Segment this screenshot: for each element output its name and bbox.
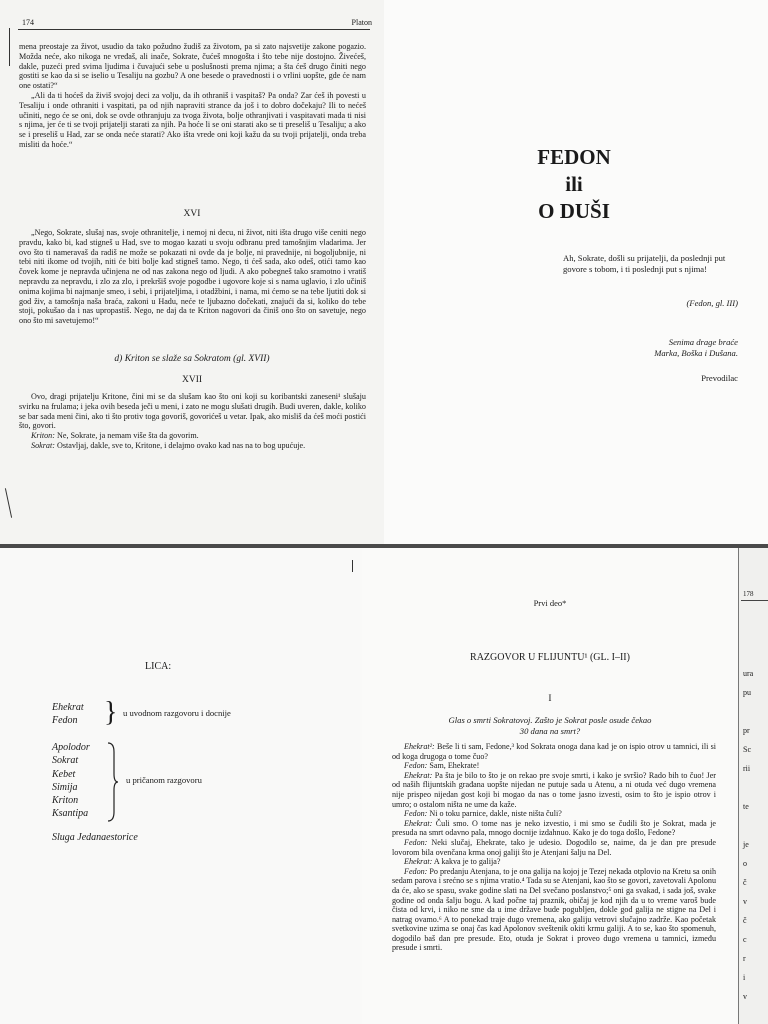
- paragraph: mena preostaje za život, usudio da tako požudno žudiš za životom, pa si zato najsvetije zakone pogazio. Možda neće, ako nikoga ne vređaš, ali inače, Sokrate, čućeš mnogošta i što tebe nije dostojno. Živećeš, dakle, puzeći pred svima ljudima i čuvajući sebe u poslušnosti prema njima; a šta ćeš drugo činiti nego gostiti se kao da si se iselio u Tesaliju na gozbu? A one besede o pravednosti i o vrlini uopšte, gde će nam one ostati?“: [19, 42, 366, 91]
- brace-icon: }: [104, 697, 118, 728]
- dialogue-line: [19, 441, 366, 451]
- subtitle-line: Glas o smrti Sokratovoj. Zašto je Sokrat posle osude čekao: [448, 715, 652, 725]
- speech: Neki slučaj, Ehekrate, tako je udesio. Dogodilo se, naime, da je dan pre presude lovorom bila ovenčana krma onoj galiji što je Atenjani šalju na Del.: [392, 837, 717, 857]
- fragment: o: [743, 859, 747, 868]
- margin-mark: [9, 28, 10, 66]
- speaker-label: Ehekrat²:: [404, 742, 435, 751]
- speaker-label: Ehekrat:: [404, 770, 433, 780]
- fragment: ura: [743, 669, 754, 678]
- part-heading: Prvi deo*: [533, 598, 567, 608]
- title-line: O DUŠI: [538, 199, 610, 223]
- fragment: v: [743, 897, 747, 906]
- fragment: i: [743, 973, 746, 982]
- page-number: 174: [22, 18, 34, 27]
- fragment: te: [743, 802, 749, 811]
- speech: A kakva je to galija?: [433, 857, 501, 867]
- fragment: č: [743, 878, 747, 887]
- dialogue-line: [19, 431, 366, 441]
- epigraph-source: (Fedon, gl. III): [686, 298, 738, 308]
- page-174: [0, 0, 384, 544]
- subtitle-line: 30 dana na smrt?: [519, 725, 581, 736]
- chapter-xvi-text: [19, 228, 366, 326]
- speaker-label: Fedon:: [404, 761, 428, 771]
- title-page: [384, 0, 768, 544]
- fragment: pu: [743, 688, 751, 697]
- section-heading-d: d) Kriton se slaže sa Sokratom (gl. XVII): [114, 354, 270, 364]
- dialogue-line: [392, 742, 716, 761]
- first-part-page: [362, 548, 738, 1024]
- dedication: [654, 337, 738, 359]
- speech: Ne, Sokrate, ja nemam više šta da govorim.: [56, 431, 199, 441]
- group-2-note: u pričanom razgovoru: [126, 775, 202, 785]
- chapter-heading-xvi: XVI: [183, 209, 201, 219]
- large-brace-icon: [106, 742, 118, 822]
- speech: Ostavljaj, dakle, sve to, Kritone, i delajmo ovako kad nas na to bog upućuje.: [56, 440, 306, 450]
- character-name: Ksantipa: [52, 808, 89, 820]
- dialogue-line: [392, 838, 716, 857]
- character-name: Apolodor: [52, 742, 90, 753]
- servant-name: Sluga Jedanaestorice: [52, 832, 138, 843]
- chapter-heading-i: I: [548, 694, 552, 704]
- clipped-text-column: [743, 664, 753, 1006]
- page-178-edge: [738, 548, 768, 1024]
- running-header: [0, 18, 384, 27]
- speaker-label: Fedon:: [404, 866, 428, 876]
- translator-signature: Prevodilac: [701, 373, 738, 383]
- margin-mark: [352, 560, 353, 572]
- dialogue-line: [392, 809, 716, 819]
- section-title: RAZGOVOR U FLIJUNTU¹ (GL. I–II): [470, 652, 630, 663]
- character-group-1: [52, 701, 84, 728]
- character-group-2: [52, 741, 90, 821]
- header-rule: [18, 29, 370, 30]
- speaker-label: Ehekrat:: [404, 818, 433, 828]
- dedication-line: Marka, Boška i Dušana.: [654, 348, 738, 358]
- dialogue-line: [392, 857, 716, 867]
- chapter-subtitle: [362, 715, 738, 736]
- book-title: [494, 144, 654, 225]
- dialogue-line: [392, 771, 716, 809]
- speech: Beše li ti sam, Fedone,³ kod Sokrata onoga dana kad je on ispio otrov u tamnici, ili si od koga drugoga o tome čuo?: [392, 742, 716, 761]
- speech: Pa šta je bilo to što je on rekao pre svoje smrti, i kako je svršio? Rado bih to čuo! Jer od naših flijuntskih građana uopšte nijedan ne putuje sada u Atenu, a ni otuda već dugo vremena nije prispeo nijedan gost koji bi mogao da nas o tome jasno izvesti, osim to što je ispio otrov i umro; o ostalom ništa ne ume da kaže.: [392, 770, 716, 809]
- fragment: pr: [743, 726, 750, 735]
- dialogue-line: [392, 867, 716, 953]
- fragment: [743, 778, 753, 797]
- dialogue-text: [392, 742, 716, 953]
- speech: Po predanju Atenjana, to je ona galija na kojoj je Tezej nekada otplovio na Kretu sa onih sedam parova i srećno se s njima vratio.⁴ Tada su se Atenjani, kao što se govori, zavetovali Apolonu da će, ako se spasu, svake godine slati na Del svečano poslanstvo;⁵ oni ga svakad, i sada još, svake godine od onda šalju bogu. A kad počne taj praznik, običaj je kod njih da u to vreme varoš bude čista od krvi, i niko ne sme da u ime države bude pogubljen, dokle god galija ne stigne na Del i natrag ovamo.⁶ A to ponekad traje dugo vremena, ako galiju vetrovi slučajno zadrže. Kao početak svetkovine uzima se onaj čas kad Apolonov sveštenik okiti krmu galiji. A to se, kao što spomenuh, dogodilo baš dan pre presude. Eto, otuda je Sokrat i proveo dugo vremena u tamnici, između presude i smrti.: [392, 866, 716, 953]
- characters-heading: LICA:: [145, 661, 172, 672]
- margin-mark: [5, 488, 12, 518]
- fragment: č: [743, 916, 747, 925]
- page-number: 178: [743, 590, 754, 598]
- fragment: [743, 702, 753, 721]
- title-line: FEDON: [537, 145, 611, 169]
- title-line: ili: [565, 172, 583, 196]
- character-name: Kriton: [52, 795, 79, 807]
- character-name: Sokrat: [52, 755, 79, 767]
- dialogue-line: [392, 761, 716, 771]
- dedication-line: Senima drage braće: [668, 337, 738, 347]
- fragment: c: [743, 935, 747, 944]
- fragment: Sc: [743, 745, 751, 754]
- running-head-title: Platon: [351, 18, 372, 27]
- speech: Čuli smo. O tome nas je neko izvestio, i mi smo se čudili što je Sokrat, mada je presuda na smrt odavno pala, mnogo docnije izdahnuo. Kako je do toga došlo, Fedone?: [392, 818, 717, 838]
- character-name: Ehekrat: [52, 702, 84, 713]
- speech: Ni o toku parnice, dakle, niste ništa čuli?: [429, 809, 562, 819]
- speech: Sam, Ehekrate!: [429, 761, 480, 771]
- paragraph: „Nego, Sokrate, slušaj nas, svoje othranitelje, i nemoj ni decu, ni život, niti išta drugo više ceniti nego pravdu, kako bi, kad stigneš u Had, sve to mogao kazati u svoju odbranu pred tamošnjim vladarima. Jer ovo što ti nameravaš da radiš ne može se pokazati ni ovde da je bolje, ni pravednije, ni bogoljubnije, ni tebi niti ikome od tvojih, niti će biti bolje kad stigneš tamo. Nego, ti ćeš sada, ako odeš, otići tamo kao čovek kome je nepravda učinjena ne od nas zakona nego od ljudi. A ako pobegneš tako sramotno i vratiš nepravdu za nepravdu, i zlo za zlo, i prekršiš svoje pogodbe i ugovore koje si s nama uglavio, i zlo učiniš onima kojima bi najmanje smeo, i sebi, i prijateljima, i otadžbini, i nama, mi ćemo se na tebe ljutiti dok si god živ, a tamošnja naša braća, zakoni u Hadu, neće te ljubazno dočekati, znajući da si, koliko do tebe stoji, pokušao da i nas upropastiš. Nego, ne daj da te Kriton nagovori da činiš ono što on savetuje, nego ono što mi savetujemo!“: [19, 228, 366, 326]
- fragment: rii: [743, 764, 751, 773]
- speaker-label: Ehekrat:: [404, 857, 433, 867]
- character-name: Fedon: [52, 715, 78, 727]
- fragment: je: [743, 840, 749, 849]
- chapter-heading-xvii: XVII: [181, 375, 203, 385]
- paragraph: „Ali da ti hoćeš da živiš svojoj deci za volju, da ih othraniš i vaspitaš? Pa onda? Zar ćeš ih povesti u Tesaliju i onde othraniti i vaspitati, pa od njih napraviti strance da još i to dobro dočekaju? Ili to nećeš učiniti, nego će se oni, dok se ovde othranjuju za tvoga života, bolje othranjivati i vaspitavati mada ti nisi s njima, jer će ti se tvoji prijatelji starati za njih. Pa hoće li se oni starati ako se ti preseliš u Tesaliju; a ako se i preseliš u Had, zar se onda neće starati? Ako išta vrede oni koji kažu da su tvoji prijatelji, onda treba misliti da hoće.“: [19, 90, 366, 149]
- speaker-label: Sokrat:: [31, 440, 55, 450]
- dialogue-line: [392, 819, 716, 838]
- fragment: v: [743, 992, 747, 1001]
- epigraph: Ah, Sokrate, došli su prijatelji, da poslednji put govore s tobom, i ti poslednji put s njima!: [563, 253, 726, 274]
- character-name: Simija: [52, 781, 78, 793]
- speaker-label: Fedon:: [404, 837, 428, 847]
- paragraph: Ovo, dragi prijatelju Kritone, čini mi se da slušam kao što oni koji su koribantski zaneseni¹ slušaju svirku na frulama; i jeka ovih beseda ječi u meni, i zato ne mogu slušati drugih. Budi uveren, dakle, koliko se bar sada meni čini, ako ti što protiv toga govoriš, govorićeš u vetar. Ipak, ako misliš da ćeš moći postići što, govori.: [19, 392, 366, 431]
- header-rule: [741, 600, 768, 601]
- fragment: r: [743, 954, 746, 963]
- speaker-label: Kriton:: [31, 431, 55, 441]
- speaker-label: Fedon:: [404, 809, 428, 819]
- character-name: Kebet: [52, 768, 76, 780]
- chapter-xvii-text: [19, 392, 366, 451]
- group-1-note: u uvodnom razgovoru i docnije: [123, 708, 231, 718]
- fragment: [743, 816, 753, 835]
- top-text-block: [19, 42, 366, 150]
